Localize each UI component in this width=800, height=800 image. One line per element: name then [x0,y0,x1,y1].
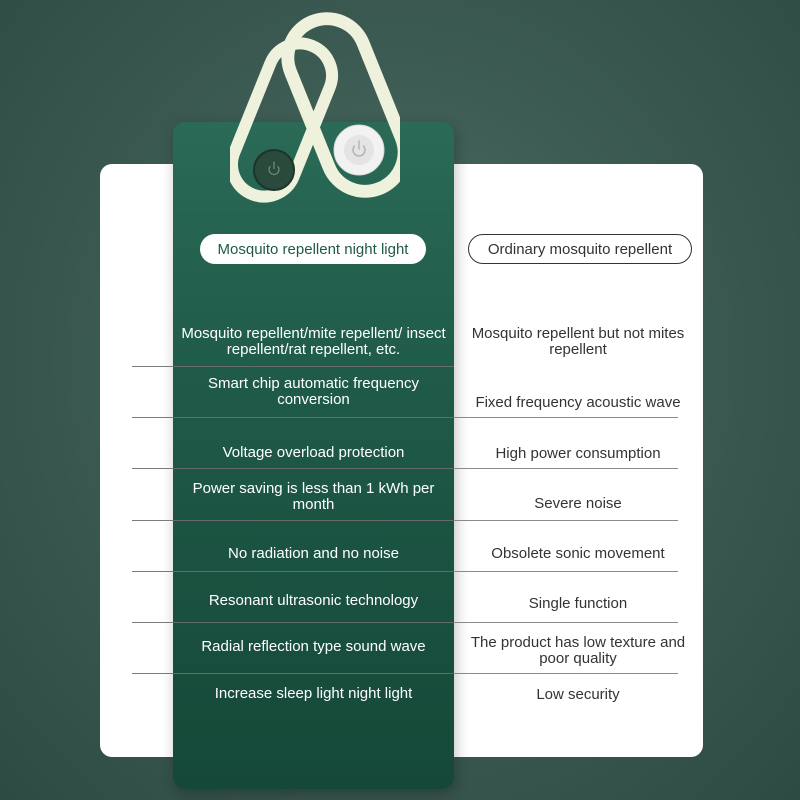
feature-cell-right: Obsolete sonic movement [491,544,665,562]
row-divider [454,622,678,623]
feature-cell-right: High power consumption [495,444,661,462]
feature-cell-left: Voltage overload protection [222,443,405,461]
feature-cell-left: No radiation and no noise [228,544,399,562]
row-divider [454,468,678,469]
row-divider [132,520,454,521]
row-divider [132,417,454,418]
row-divider [132,468,454,469]
feature-cell-left: Power saving is less than 1 kWh per month [192,479,435,513]
competitor-header-pill: Ordinary mosquito repellent [468,234,692,264]
row-divider [454,417,678,418]
row-divider [454,571,678,572]
row-divider [454,520,678,521]
feature-cell-left: Increase sleep light night light [214,684,413,702]
feature-cell-right: The product has low texture and poor quality [470,633,686,667]
product-header-pill: Mosquito repellent night light [200,234,426,264]
white-button-unit [334,125,384,175]
feature-cell-left: Mosquito repellent/mite repellent/ insect repellent/rat repellent, etc. [181,324,446,358]
row-divider [132,571,454,572]
feature-cell-left: Radial reflection type sound wave [201,637,426,655]
feature-cell-right: Severe noise [534,494,622,512]
feature-cell-right: Low security [536,685,620,703]
feature-cell-right: Fixed frequency acoustic wave [475,393,681,411]
feature-cell-right: Single function [528,594,628,612]
green-button-unit [254,150,294,190]
feature-cell-left: Resonant ultrasonic technology [208,591,419,609]
feature-cell-left: Smart chip automatic frequency conversion [208,374,419,408]
product-image [230,10,400,215]
feature-cell-right: Mosquito repellent but not mites repellent [471,324,685,358]
